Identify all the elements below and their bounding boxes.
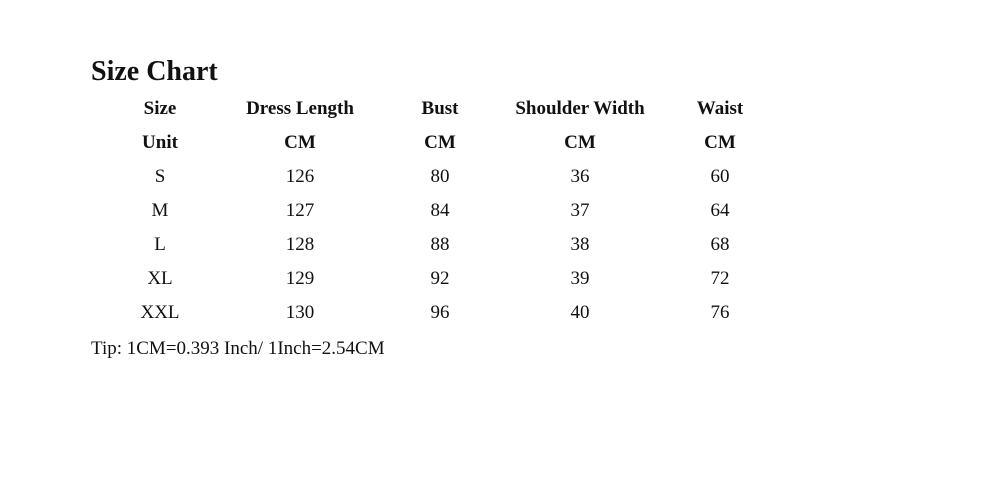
cell-shoulder-width: 36 <box>570 166 590 187</box>
cell-size: M <box>151 200 169 221</box>
cell-waist: 72 <box>710 268 730 289</box>
header-waist: Waist <box>696 98 744 119</box>
cell-shoulder-width: 38 <box>570 234 590 255</box>
cell-waist: 76 <box>710 302 730 323</box>
cell-bust: 80 <box>430 166 450 187</box>
cell-size: S <box>154 166 166 187</box>
conversion-tip: Tip: 1CM=0.393 Inch/ 1Inch=2.54CM <box>91 338 385 359</box>
table-row <box>80 296 780 330</box>
unit-dress-length: CM <box>284 132 316 153</box>
cell-waist: 68 <box>710 234 730 255</box>
cell-dress-length: 130 <box>285 302 315 323</box>
cell-dress-length: 127 <box>285 200 315 221</box>
table-row <box>80 194 780 228</box>
cell-size: XXL <box>140 302 180 323</box>
cell-waist: 60 <box>710 166 730 187</box>
cell-size: L <box>154 234 166 255</box>
cell-shoulder-width: 37 <box>570 200 590 221</box>
cell-waist: 64 <box>710 200 730 221</box>
table-row <box>80 262 780 296</box>
unit-label: Unit <box>142 132 178 153</box>
cell-shoulder-width: 39 <box>570 268 590 289</box>
page-title: Size Chart <box>91 56 218 87</box>
cell-bust: 96 <box>430 302 450 323</box>
cell-bust: 84 <box>430 200 450 221</box>
cell-dress-length: 129 <box>285 268 315 289</box>
cell-bust: 88 <box>430 234 450 255</box>
header-shoulder-width: Shoulder Width <box>515 98 645 119</box>
table-header-row <box>80 92 780 126</box>
unit-waist: CM <box>704 132 736 153</box>
cell-dress-length: 126 <box>285 166 315 187</box>
cell-dress-length: 128 <box>285 234 315 255</box>
header-dress-length: Dress Length <box>246 98 354 119</box>
unit-shoulder-width: CM <box>564 132 596 153</box>
cell-size: XL <box>147 268 173 289</box>
header-size: Size <box>143 98 177 119</box>
unit-bust: CM <box>424 132 456 153</box>
cell-bust: 92 <box>430 268 450 289</box>
table-unit-row <box>80 126 780 160</box>
table-row <box>80 160 780 194</box>
table-row <box>80 228 780 262</box>
header-bust: Bust <box>421 98 459 119</box>
cell-shoulder-width: 40 <box>570 302 590 323</box>
